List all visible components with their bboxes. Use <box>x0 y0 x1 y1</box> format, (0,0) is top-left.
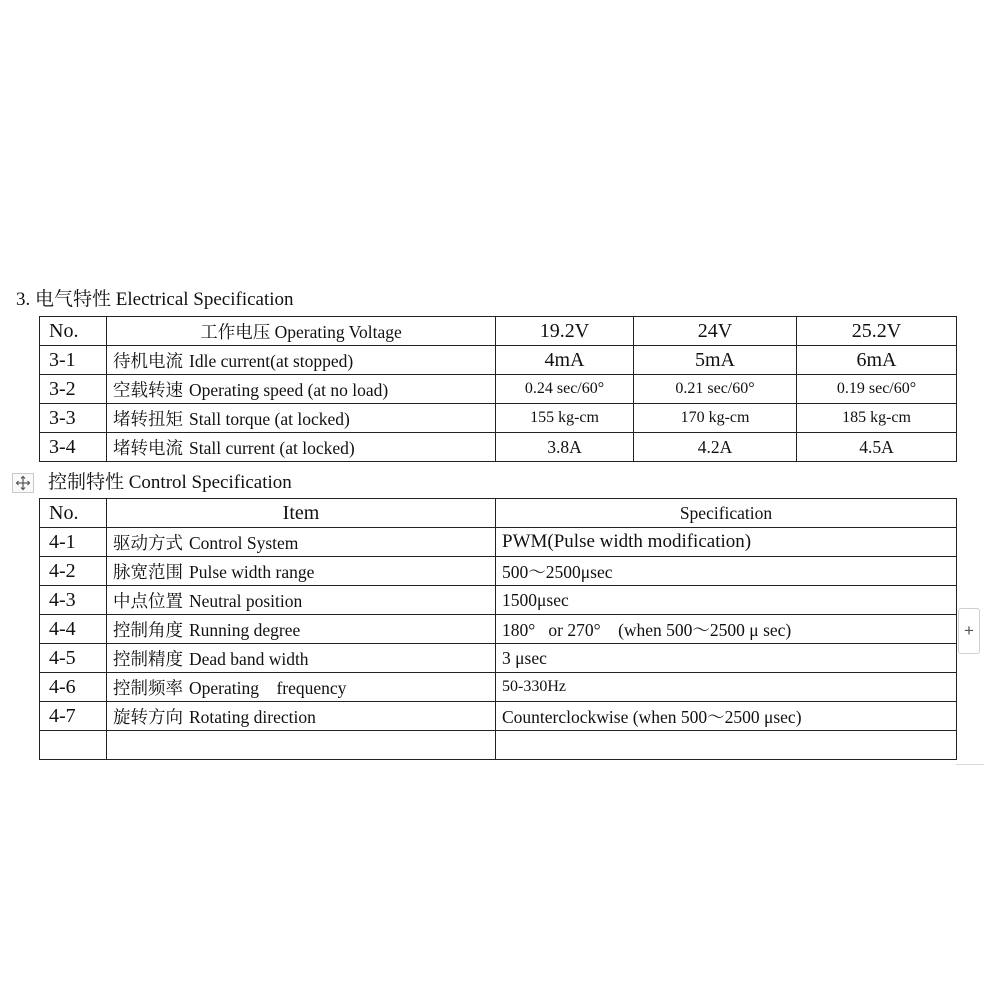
spec-cell: 3 μsec <box>496 644 957 673</box>
table-row-empty <box>40 731 957 760</box>
value-cell: 170 kg-cm <box>634 404 797 433</box>
value-cell: 5mA <box>634 346 797 375</box>
section-3-title: 3. 电气特性 Electrical Specification <box>16 289 294 310</box>
row-item <box>107 586 496 615</box>
spec-cell: 1500μsec <box>496 586 957 615</box>
item-en: Pulse width range <box>189 561 315 582</box>
table-header-row <box>40 499 957 528</box>
table-row <box>40 404 957 433</box>
spec-cell: 180° or 270° (when 500～2500 μ sec) <box>496 615 957 644</box>
value-cell: 3.8A <box>496 433 634 462</box>
item-en: Operating frequency <box>189 677 347 698</box>
item-cn: 控制精度 <box>113 648 183 669</box>
table-row <box>40 615 957 644</box>
table-row <box>40 375 957 404</box>
row-item <box>107 433 496 462</box>
header-specification: Specification <box>496 499 957 528</box>
item-cn: 空载转速 <box>113 379 183 400</box>
value-cell: 4.2A <box>634 433 797 462</box>
table-row <box>40 433 957 462</box>
item-en: Rotating direction <box>189 706 316 727</box>
item-en: Control System <box>189 532 299 553</box>
header-no: No. <box>40 317 107 346</box>
item-cn: 堵转扭矩 <box>113 408 183 429</box>
row-item <box>107 673 496 702</box>
item-cn: 堵转电流 <box>113 437 183 458</box>
row-item <box>107 557 496 586</box>
row-no: 4-4 <box>40 615 107 644</box>
row-no: 4-1 <box>40 528 107 557</box>
item-en: Operating speed (at no load) <box>189 379 389 400</box>
value-cell: 0.24 sec/60° <box>496 375 634 404</box>
header-item: Item <box>107 499 496 528</box>
header-voltage-2: 24V <box>634 317 797 346</box>
row-no: 3-2 <box>40 375 107 404</box>
value-cell: 155 kg-cm <box>496 404 634 433</box>
item-cn: 驱动方式 <box>113 532 183 553</box>
row-no: 4-3 <box>40 586 107 615</box>
item-cn: 待机电流 <box>113 350 183 371</box>
item-cn: 控制频率 <box>113 677 183 698</box>
move-arrows-icon <box>15 475 31 491</box>
header-voltage-1: 19.2V <box>496 317 634 346</box>
row-item <box>107 731 496 760</box>
item-cn: 旋转方向 <box>113 706 183 727</box>
add-column-button[interactable] <box>958 608 980 654</box>
spec-cell: 50-330Hz <box>496 673 957 702</box>
row-item <box>107 375 496 404</box>
plus-icon: + <box>964 621 974 640</box>
table-edge-guide <box>956 764 984 765</box>
table-row <box>40 557 957 586</box>
item-en: Stall torque (at locked) <box>189 408 350 429</box>
table-row <box>40 346 957 375</box>
value-cell: 4.5A <box>797 433 957 462</box>
table-row <box>40 644 957 673</box>
row-no: 4-5 <box>40 644 107 673</box>
header-voltage-3: 25.2V <box>797 317 957 346</box>
table-header-row <box>40 317 957 346</box>
row-item <box>107 404 496 433</box>
table-move-handle[interactable] <box>12 473 34 493</box>
row-item <box>107 346 496 375</box>
item-cn: 中点位置 <box>113 590 183 611</box>
value-cell: 0.19 sec/60° <box>797 375 957 404</box>
table-row <box>40 702 957 731</box>
item-en: Dead band width <box>189 648 309 669</box>
value-cell: 185 kg-cm <box>797 404 957 433</box>
value-cell: 4mA <box>496 346 634 375</box>
item-en: Neutral position <box>189 590 303 611</box>
row-no: 3-3 <box>40 404 107 433</box>
item-cn: 控制角度 <box>113 619 183 640</box>
section-4-title: 控制特性 Control Specification <box>48 472 292 493</box>
row-no: 3-1 <box>40 346 107 375</box>
spec-cell <box>496 731 957 760</box>
item-en: Stall current (at locked) <box>189 437 355 458</box>
item-cn: 脉宽范围 <box>113 561 183 582</box>
row-no: 4-7 <box>40 702 107 731</box>
table-row <box>40 586 957 615</box>
value-cell: 0.21 sec/60° <box>634 375 797 404</box>
spec-cell: PWM(Pulse width modification) <box>496 528 957 557</box>
table-row <box>40 528 957 557</box>
item-en: Running degree <box>189 619 301 640</box>
row-item <box>107 644 496 673</box>
spec-cell: Counterclockwise (when 500～2500 μsec) <box>496 702 957 731</box>
value-cell: 6mA <box>797 346 957 375</box>
header-operating-voltage: 工作电压 Operating Voltage <box>107 317 496 346</box>
row-no: 3-4 <box>40 433 107 462</box>
electrical-spec-table <box>39 316 957 462</box>
control-spec-table <box>39 498 957 760</box>
item-en: Idle current(at stopped) <box>189 350 354 371</box>
row-no: 4-2 <box>40 557 107 586</box>
table-row <box>40 673 957 702</box>
row-item <box>107 702 496 731</box>
row-no: 4-6 <box>40 673 107 702</box>
spec-cell: 500～2500μsec <box>496 557 957 586</box>
row-item <box>107 615 496 644</box>
header-no: No. <box>40 499 107 528</box>
row-item <box>107 528 496 557</box>
row-no <box>40 731 107 760</box>
